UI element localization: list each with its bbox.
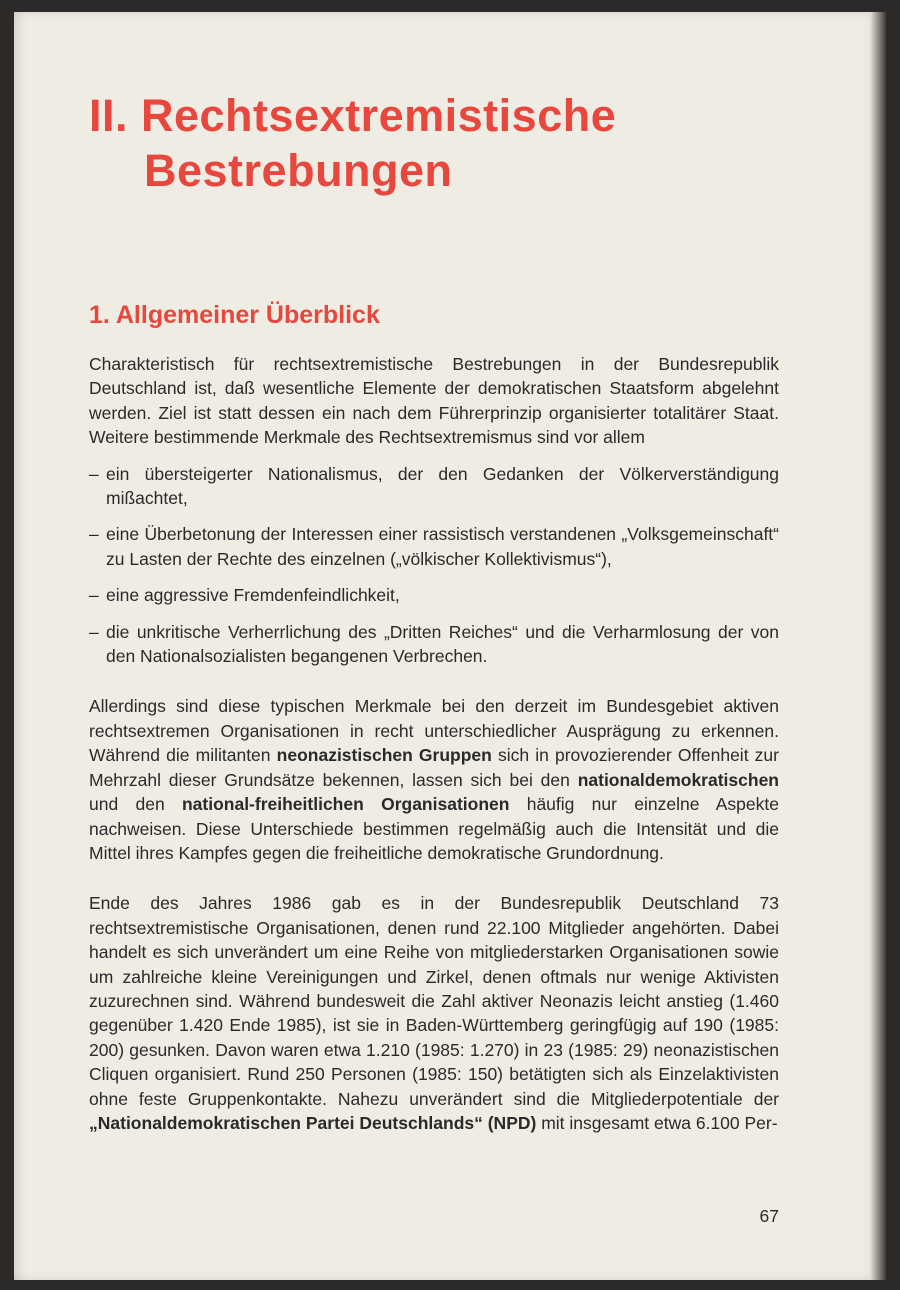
- chapter-title: [89, 88, 809, 198]
- dash-marker: –: [89, 463, 99, 484]
- bold-term: „Nationaldemokratischen Partei Deutschlands“ (NPD): [89, 1112, 537, 1133]
- dash-marker: –: [89, 524, 99, 545]
- text-run: Allerdings sind diese typischen Merkmale bei den derzeit im Bundesgebiet aktiven rechtsextremen Organisationen in recht unterschiedlicher Ausprägung zu erkennen. Während die militanten: [89, 696, 779, 766]
- book-spine-shadow: [870, 12, 886, 1280]
- list-item-text: eine Überbetonung der Interessen einer rassistisch verstandenen „Volksgemeinschaft“ zu Lasten der Rechte des einzelnen („völkischer Kollektivismus“),: [106, 524, 779, 569]
- bold-term: neonazistischen Gruppen: [276, 745, 492, 766]
- text-run: mit insgesamt etwa 6.100 Per-: [536, 1112, 778, 1133]
- list-item: [89, 462, 779, 511]
- list-item-text: eine aggressive Fremdenfeindlichkeit,: [106, 585, 400, 606]
- text-run: Ende des Jahres 1986 gab es in der Bundesrepublik Deutschland 73 rechtsextremistische Organisationen, denen rund 22.100 Mitglieder angehörten. Dabei handelt es sich unverändert um eine Reihe von mitgliederstarken Organisationen sowie um zahlreiche kleine Vereinigungen und Zirkel, denen oftmals nur wenige Aktivisten zuzurechnen sind. Während bundesweit die Zahl aktiver Neonazis leicht anstieg (1.460 gegenüber 1.420 Ende 1985), ist sie in Baden-Württemberg geringfügig auf 190 (1985: 200) gesunken. Davon waren etwa 1.210 (1985: 1.270) in 23 (1985: 29) neonazistischen Cliquen organisiert. Rund 250 Personen (1985: 150) betätigten sich als Einzelaktivisten ohne feste Gruppenkontakte. Nahezu unverändert sind die Mitgliederpotentiale der: [89, 893, 779, 1109]
- paragraph-statistics: [89, 891, 779, 1135]
- text-run: sich in provozierender Offenheit zur Mehrzahl dieser Grundsätze bekennen, lassen sich bei den: [89, 745, 779, 790]
- section-heading: 1. Allgemeiner Überblick: [89, 301, 380, 329]
- list-item-text: ein übersteigerter Nationalismus, der den Gedanken der Völkerverständigung mißachtet,: [106, 463, 779, 509]
- dash-marker: –: [89, 585, 99, 606]
- chapter-title-line-2: Bestrebungen: [144, 145, 453, 196]
- book-page: [14, 12, 886, 1280]
- feature-list: [89, 462, 779, 669]
- bold-term: nationaldemokratischen: [577, 769, 779, 790]
- list-item-text: die unkritische Verherrlichung des „Dritten Reiches“ und die Verharmlosung der von den Nationalsozialisten begangenen Verbrechen.: [106, 621, 779, 667]
- text-run: und den: [89, 794, 182, 815]
- list-item: [89, 620, 779, 669]
- bold-term: national-freiheitlichen Organisationen: [181, 794, 510, 815]
- text-run: häufig nur einzelne Aspekte nachweisen. Diese Unterschiede bestimmen regelmäßig auch die Intensität und die Mittel ihres Kampfes gegen die freiheitliche demokratische Grundordnung.: [89, 794, 779, 863]
- intro-paragraph: Charakteristisch für rechtsextremistische Bestrebungen in der Bundesrepublik Deutschland ist, daß wesentliche Elemente der demokratischen Staatsform abgelehnt werden. Ziel ist statt dessen ein nach dem Führerprinzip organisierter totalitärer Staat. Weitere bestimmende Merkmale des Rechtsextremismus sind vor allem: [89, 354, 779, 448]
- list-item: [89, 583, 779, 607]
- chapter-title-line-1: II. Rechtsextremistische: [89, 90, 617, 141]
- body-text: [89, 352, 779, 1135]
- page-number: 67: [759, 1206, 779, 1226]
- paragraph-organisations-overview: [89, 694, 779, 865]
- dash-marker: –: [89, 621, 99, 642]
- list-item: [89, 522, 779, 571]
